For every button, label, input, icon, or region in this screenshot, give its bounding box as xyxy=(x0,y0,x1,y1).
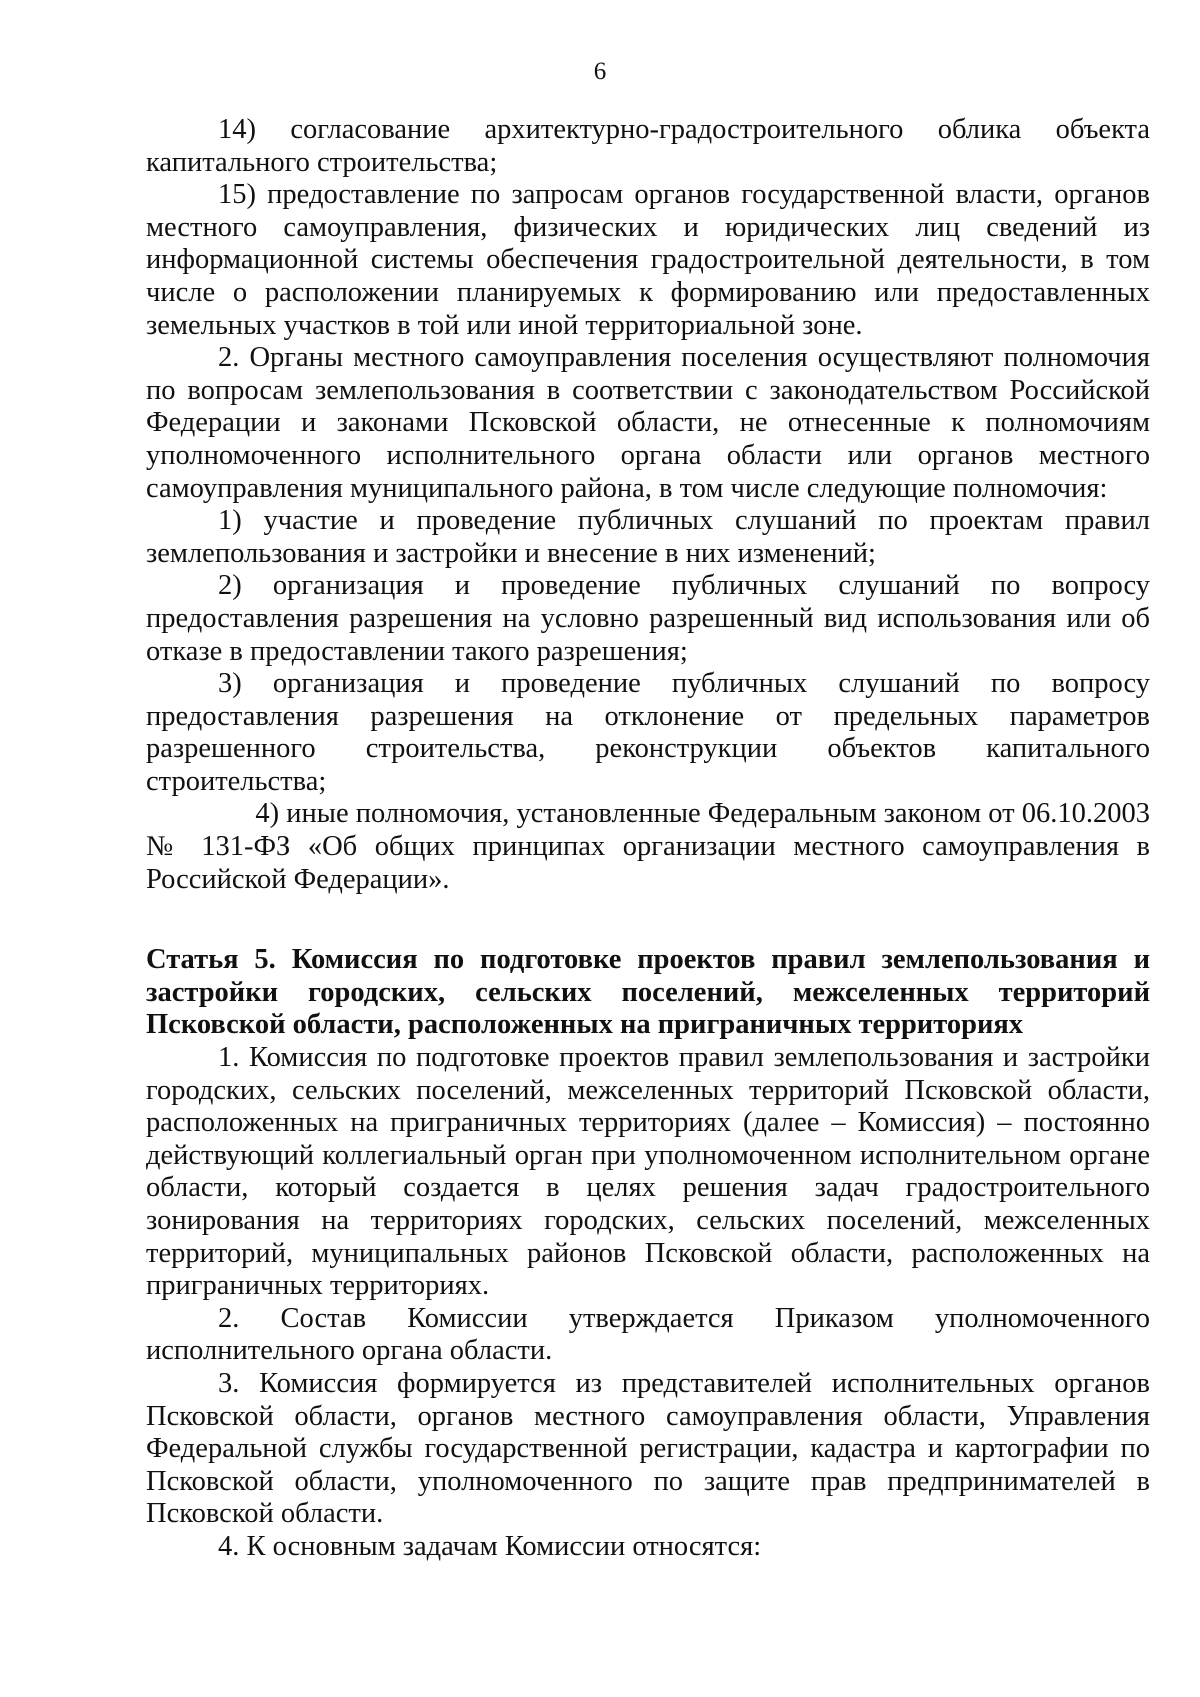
article-heading: Статья 5. Комиссия по подготовке проектов правил землепользования и застройки городских, сельских поселений, межселенных территорий Псковской области, расположенных на приграничных территориях xyxy=(146,944,1150,1041)
paragraph-item-15: 15) предоставление по запросам органов государственной власти, органов местного самоуправления, физических и юридических лиц сведений из информационной системы обеспечения градостроительной деятельности, в том числе о расположении планируемых к формированию или предоставленных земельных участков в той или иной территориальной зоне. xyxy=(146,179,1150,341)
paragraph-subitem-4-continuation: № 131-ФЗ «Об общих принципах организации местного самоуправления в Российской Федерации». xyxy=(146,831,1150,895)
paragraph-section-2: 2. Органы местного самоуправления поселения осуществляют полномочия по вопросам землепользования в соответствии с законодательством Российской Федерации и законами Псковской области, не отнесенные к полномочиям уполномоченного исполнительного органа области или органов местного самоуправления муниципального района, в том числе следующие полномочия: xyxy=(146,342,1150,504)
paragraph-subitem-2: 2) организация и проведение публичных слушаний по вопросу предоставления разрешения на условно разрешенный вид использования или об отказе в предоставлении такого разрешения; xyxy=(146,570,1150,667)
paragraph-subitem-4: 4) иные полномочия, установленные Федеральным законом от 06.10.2003 xyxy=(255,798,1150,830)
paragraph-article5-item-4: 4. К основным задачам Комиссии относятся: xyxy=(218,1530,762,1562)
paragraph-item-14: 14) согласование архитектурно-градостроительного облика объекта капитального строительства; xyxy=(146,114,1150,178)
paragraph-article5-item-3: 3. Комиссия формируется из представителей исполнительных органов Псковской области, органов местного самоуправления области, Управления Федеральной службы государственной регистрации, кадастра и картографии по Псковской области, уполномоченного по защите прав предпринимателей в Псковской области. xyxy=(146,1367,1150,1530)
paragraph-article5-item-1: 1. Комиссия по подготовке проектов правил землепользования и застройки городских, сельских поселений, межселенных территорий Псковской области, расположенных на приграничных территориях (далее – Комиссия) – постоянно действующий коллегиальный орган при уполномоченном исполнительном органе области, который создается в целях решения задач градостроительного зонирования на территориях городских, сельских поселений, межселенных территорий, муниципальных районов Псковской области, расположенных на приграничных территориях. xyxy=(146,1042,1150,1302)
paragraph-article5-item-2: 2. Состав Комиссии утверждается Приказом уполномоченного исполнительного органа области. xyxy=(146,1302,1150,1367)
document-body xyxy=(146,114,1150,1564)
page-number: 6 xyxy=(593,58,607,85)
paragraph-subitem-1: 1) участие и проведение публичных слушаний по проектам правил землепользования и застройки и внесение в них изменений; xyxy=(146,505,1150,569)
paragraph-subitem-3: 3) организация и проведение публичных слушаний по вопросу предоставления разрешения на отклонение от предельных параметров разрешенного строительства, реконструкции объектов капитального строительства; xyxy=(146,668,1150,797)
